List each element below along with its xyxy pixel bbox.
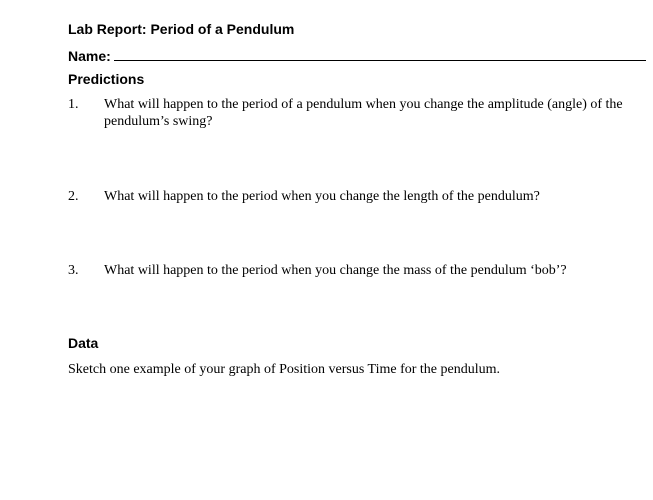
question-text: What will happen to the period when you change the mass of the pendulum ‘bob’? — [104, 263, 567, 278]
question-text: What will happen to the period of a pendulum when you change the amplitude (angle) of the pendulum’s swing? — [104, 97, 623, 129]
data-heading: Data — [68, 335, 99, 351]
name-field-row — [68, 48, 646, 64]
question-number: 3. — [68, 263, 79, 278]
page-title: Lab Report: Period of a Pendulum — [68, 21, 295, 37]
name-blank-line — [114, 59, 646, 61]
question-text: What will happen to the period when you change the length of the pendulum? — [104, 189, 540, 204]
predictions-heading: Predictions — [68, 71, 145, 87]
question-number: 1. — [68, 97, 79, 112]
data-instruction: Sketch one example of your graph of Position versus Time for the pendulum. — [68, 362, 500, 377]
question-number: 2. — [68, 189, 79, 204]
name-label: Name: — [68, 48, 111, 64]
